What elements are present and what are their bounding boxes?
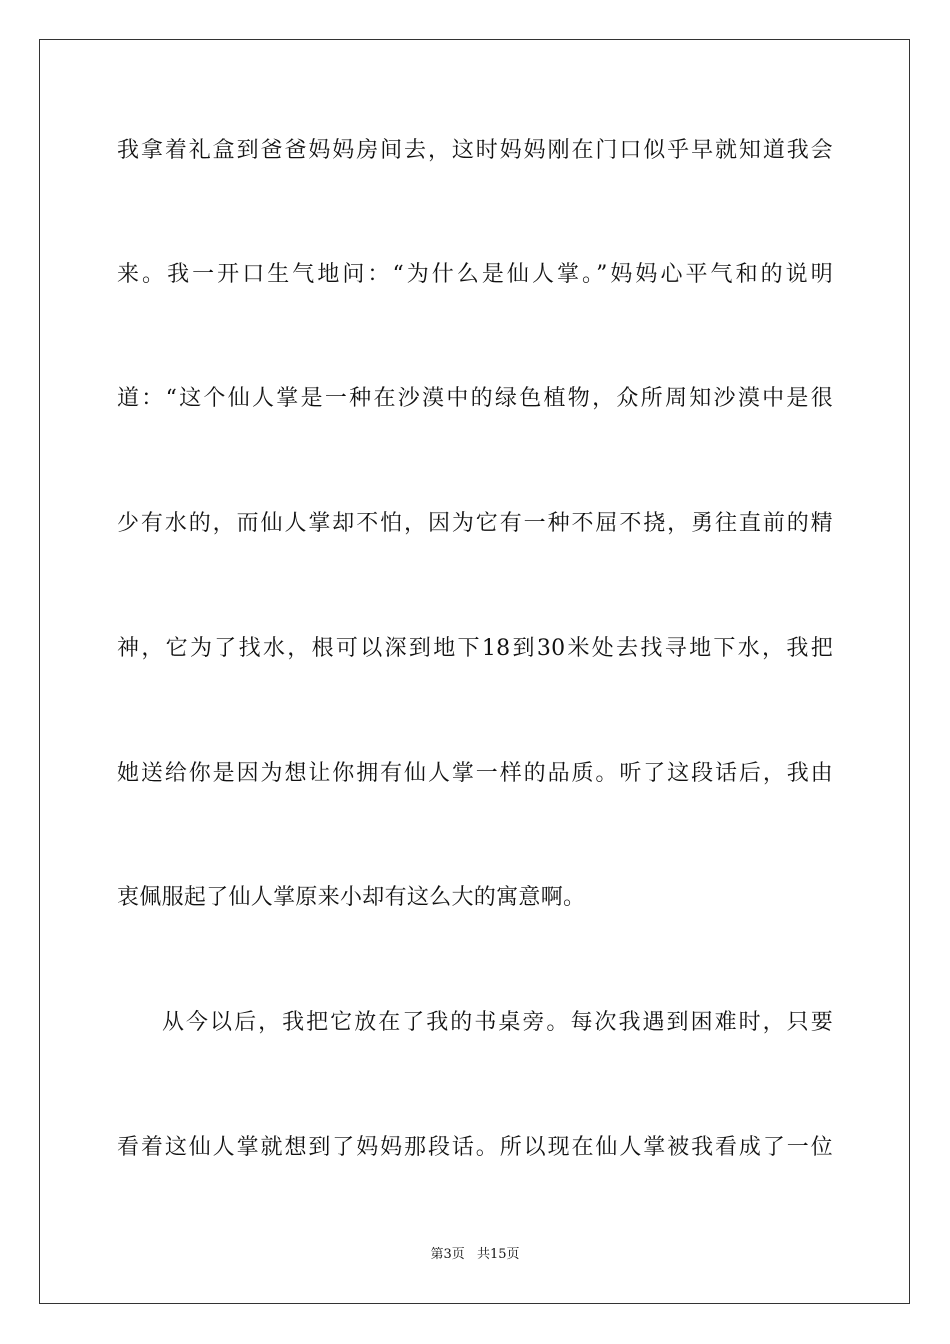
text-line: 少有水的，而仙人掌却不怕，因为它有一种不屈不挠，勇往直前的精 [117, 511, 833, 536]
text-line: 来。我一开口生气地问：“为什么是仙人掌。”妈妈心平气和的说明 [117, 262, 833, 287]
text-line: 道：“这个仙人掌是一种在沙漠中的绿色植物，众所周知沙漠中是很 [117, 386, 833, 411]
page-number: 第3页 [430, 1247, 465, 1262]
text-line: 神，它为了找水，根可以深到地下18到30米处去找寻地下水，我把 [117, 636, 833, 661]
text-line: 她送给你是因为想让你拥有仙人掌一样的品质。听了这段话后，我由 [117, 761, 833, 786]
text-line: 看着这仙人掌就想到了妈妈那段话。所以现在仙人掌被我看成了一位 [117, 1135, 833, 1160]
text-line: 我拿着礼盒到爸爸妈妈房间去，这时妈妈刚在门口似乎早就知道我会 [117, 138, 833, 163]
text-line: 衷佩服起了仙人掌原来小却有这么大的寓意啊。 [117, 885, 586, 910]
text-line-indented: 从今以后，我把它放在了我的书桌旁。每次我遇到困难时，只要 [162, 1010, 833, 1035]
page-total: 共15页 [476, 1247, 520, 1262]
page-border [39, 39, 910, 1304]
page-footer [0, 1247, 950, 1263]
